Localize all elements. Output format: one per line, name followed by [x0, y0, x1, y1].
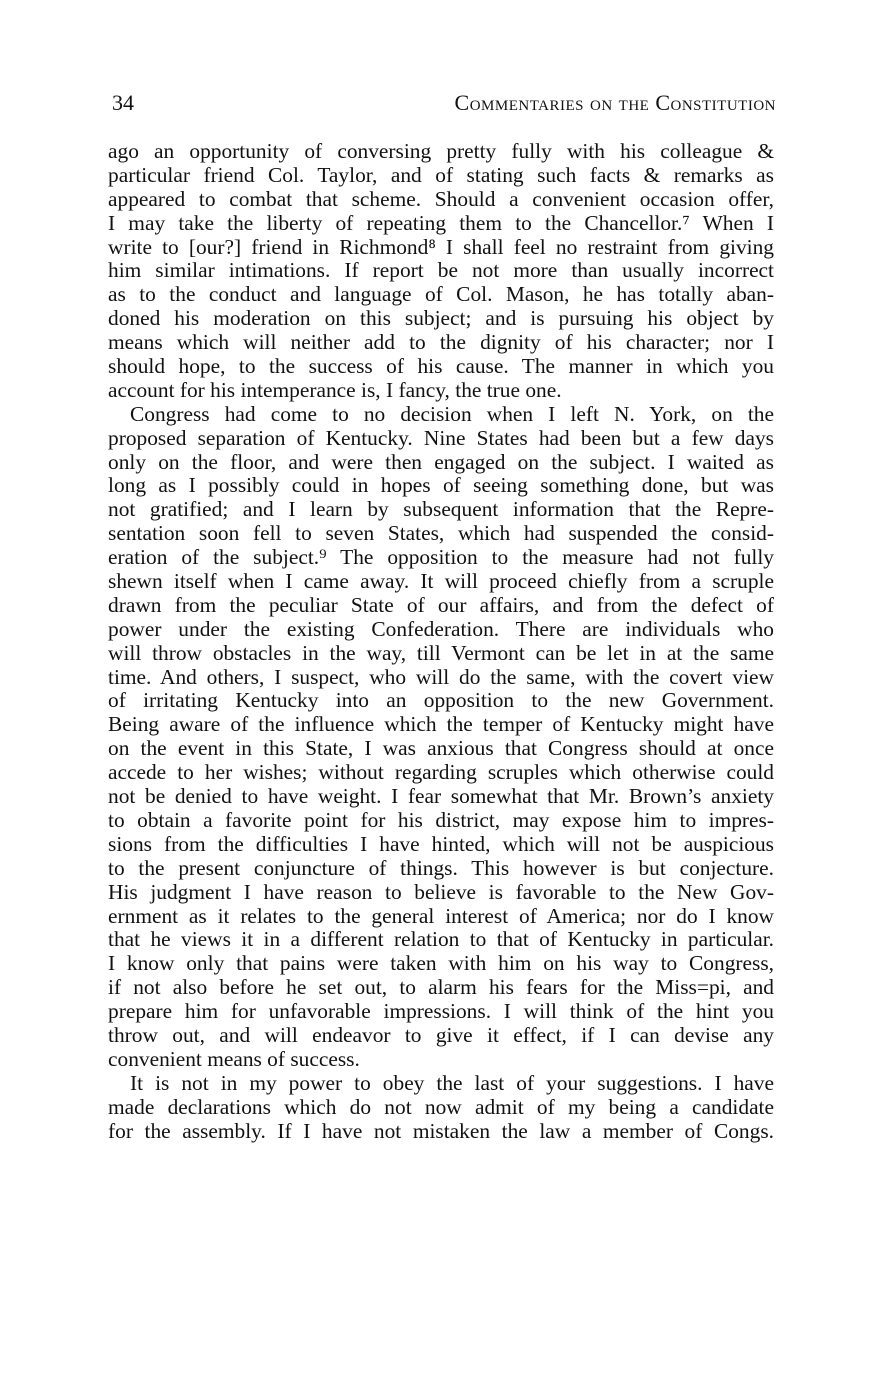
text-line: convenient means of success.	[108, 1046, 360, 1071]
text-line: eration of the subject.⁹ The opposition to the measure had not fully	[108, 545, 774, 570]
text-line: long as I possibly could in hopes of seeing something done, but was	[108, 473, 774, 498]
text-line: time. And others, I suspect, who will do the same, with the covert view	[108, 664, 774, 689]
text-line: sentation soon fell to seven States, which had suspended the consid-	[108, 521, 774, 546]
text-line: should hope, to the success of his cause. The manner in which you	[108, 354, 774, 379]
text-line: sions from the difficulties I have hinted, which will not be auspicious	[108, 831, 774, 856]
body-text	[108, 140, 774, 1143]
text-line: that he views it in a different relation to that of Kentucky in particular.	[108, 927, 774, 952]
text-line: will throw obstacles in the way, till Vermont can be let in at the same	[108, 640, 774, 665]
text-line: if not also before he set out, to alarm his fears for the Miss=pi, and	[108, 975, 774, 1000]
paragraph-2	[108, 403, 774, 1072]
text-line: Congress had come to no decision when I left N. York, on the	[130, 401, 774, 426]
running-title: Commentaries on the Constitution	[454, 90, 776, 115]
text-line: to obtain a favorite point for his district, may expose him to impres-	[108, 807, 774, 832]
text-line: proposed separation of Kentucky. Nine States had been but a few days	[108, 425, 774, 450]
text-line: account for his intemperance is, I fancy, the true one.	[108, 377, 562, 402]
text-line: ago an opportunity of conversing pretty fully with his colleague &	[108, 139, 774, 163]
text-line: prepare him for unfavorable impressions. I will think of the hint you	[108, 999, 774, 1024]
text-line: means which will neither add to the dignity of his character; nor I	[108, 330, 774, 355]
text-line: on the event in this State, I was anxious that Congress should at once	[108, 736, 774, 761]
text-line: His judgment I have reason to believe is favorable to the New Gov-	[108, 879, 774, 904]
text-line: write to [our?] friend in Richmond⁸ I shall feel no restraint from giving	[108, 234, 774, 259]
text-line: drawn from the peculiar State of our affairs, and from the defect of	[108, 592, 774, 617]
text-line: I may take the liberty of repeating them to the Chancellor.⁷ When I	[108, 210, 774, 235]
text-line: power under the existing Confederation. There are individuals who	[108, 616, 774, 641]
paragraph-1	[108, 140, 774, 403]
text-line: him similar intimations. If report be not more than usually incorrect	[108, 258, 774, 283]
text-line: not be denied to have weight. I fear somewhat that Mr. Brown’s anxiety	[108, 784, 774, 809]
text-line: ernment as it relates to the general interest of America; nor do I know	[108, 903, 774, 928]
text-line: for the assembly. If I have not mistaken the law a member of Congs.	[108, 1118, 774, 1143]
paragraph-3	[108, 1072, 774, 1144]
text-line: of irritating Kentucky into an opposition to the new Government.	[108, 688, 774, 713]
text-line: to the present conjuncture of things. This however is but conjecture.	[108, 855, 774, 880]
text-line: shewn itself when I came away. It will proceed chiefly from a scruple	[108, 569, 774, 594]
text-line: particular friend Col. Taylor, and of stating such facts & remarks as	[108, 162, 774, 187]
text-line: doned his moderation on this subject; and is pursuing his object by	[108, 306, 774, 331]
text-line: made declarations which do not now admit of my being a candidate	[108, 1094, 774, 1119]
text-line: Being aware of the influence which the temper of Kentucky might have	[108, 712, 774, 737]
text-line: accede to her wishes; without regarding scruples which otherwise could	[108, 760, 774, 785]
text-line: as to the conduct and language of Col. Mason, he has totally aban-	[108, 282, 774, 307]
running-header	[108, 88, 776, 122]
text-line: throw out, and will endeavor to give it effect, if I can devise any	[108, 1022, 774, 1047]
page-number: 34	[112, 90, 134, 115]
text-line: not gratified; and I learn by subsequent information that the Repre-	[108, 497, 774, 522]
text-line: It is not in my power to obey the last of your suggestions. I have	[130, 1070, 774, 1095]
text-line: appeared to combat that scheme. Should a convenient occasion offer,	[108, 186, 774, 211]
text-line: I know only that pains were taken with him on his way to Congress,	[108, 951, 774, 976]
text-line: only on the floor, and were then engaged on the subject. I waited as	[108, 449, 774, 474]
